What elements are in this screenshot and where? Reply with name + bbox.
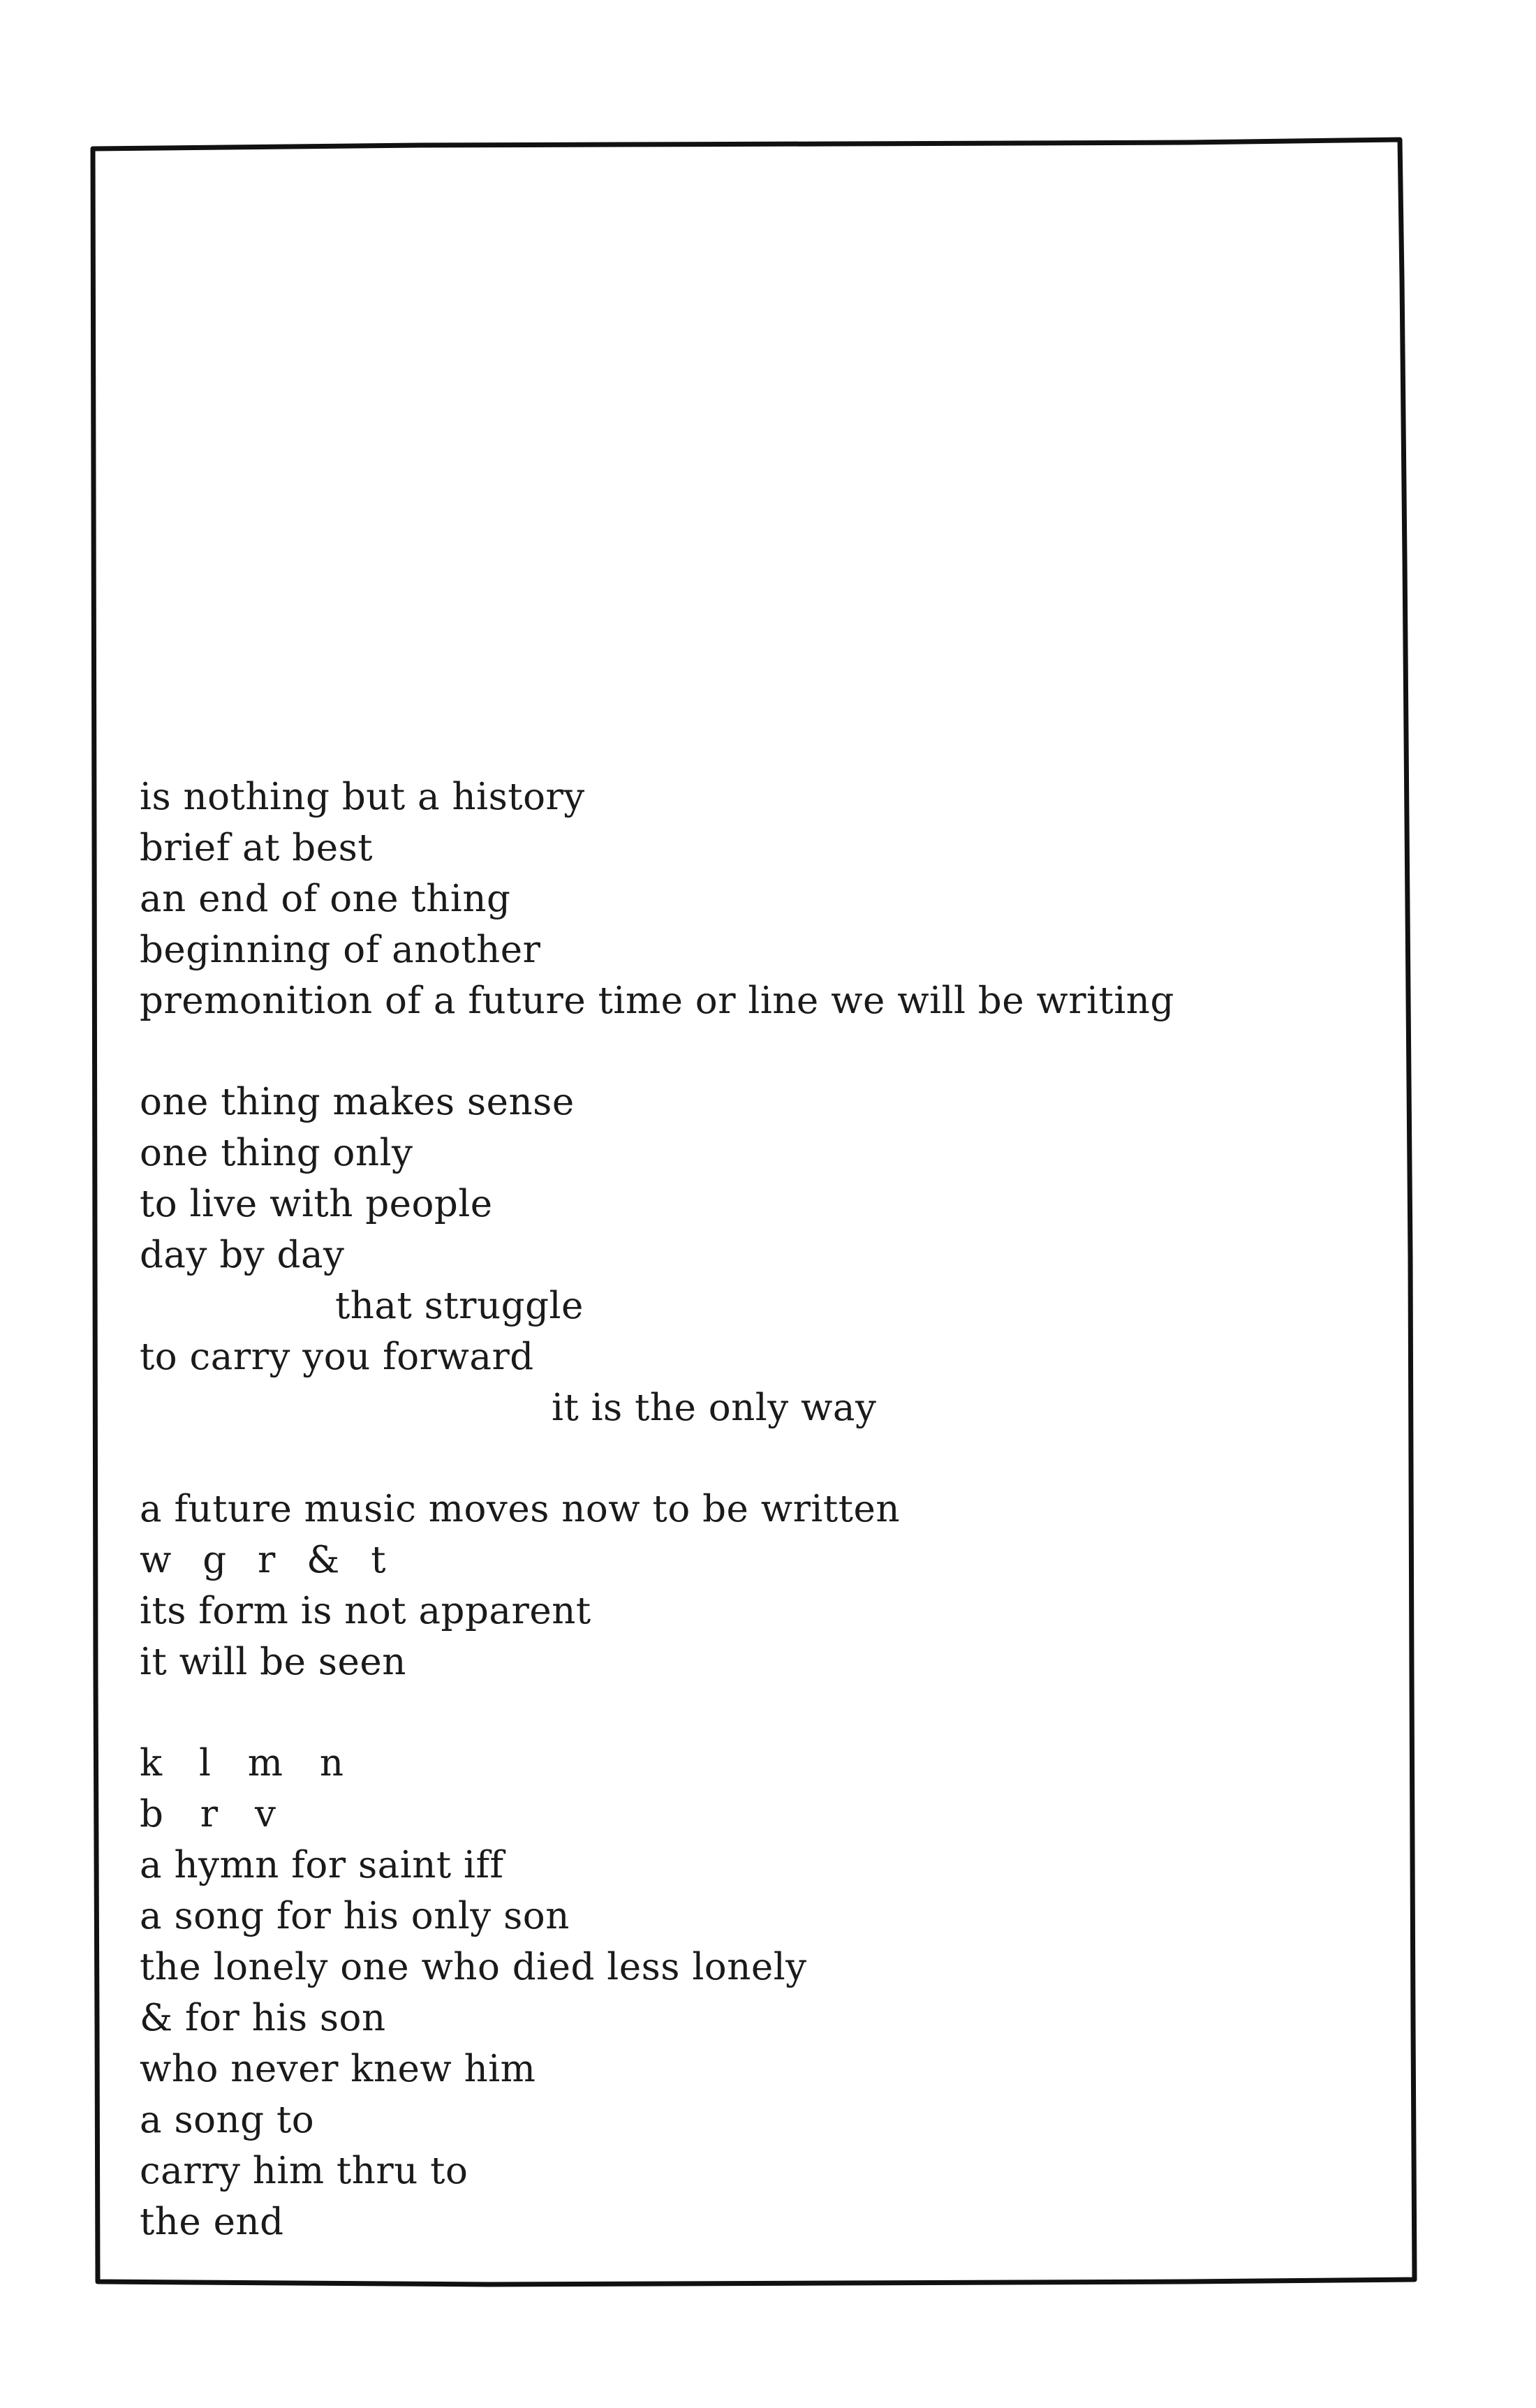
poem-line-spaced-letters: b r v [140,1793,288,1835]
poem-line: is nothing but a history [140,776,585,818]
poem-line: beginning of another [140,929,541,971]
poem-line-indented: that struggle [335,1285,584,1327]
poem-line: one thing only [140,1132,413,1174]
poem-line: one thing makes sense [140,1081,575,1123]
poem-line: day by day [140,1234,345,1276]
poem-line: a song for his only son [140,1895,570,1937]
poem-line: a future music moves now to be written [140,1488,900,1530]
poem-line: who never knew him [140,2048,536,2090]
poem-line-indented: it is the only way [552,1387,877,1429]
poem-line: its form is not apparent [140,1590,591,1632]
poem-line-spaced-letters: k l m n [140,1742,356,1785]
poem-line: an end of one thing [140,878,511,920]
poem-line: the lonely one who died less lonely [140,1946,807,1988]
poem-line: it will be seen [140,1641,406,1683]
poem-line: to carry you forward [140,1336,534,1378]
poem-line: & for his son [140,1997,386,2039]
poem-line: a song to [140,2099,315,2141]
poem-line: the end [140,2201,284,2243]
poem-line: to live with people [140,1183,493,1225]
poem-line-spaced-letters: w g r & t [140,1539,396,1581]
poem-line: carry him thru to [140,2150,468,2192]
poem-line: premonition of a future time or line we will be writing [140,980,1174,1022]
poem-line: a hymn for saint iff [140,1844,504,1886]
poem-line: brief at best [140,827,374,869]
